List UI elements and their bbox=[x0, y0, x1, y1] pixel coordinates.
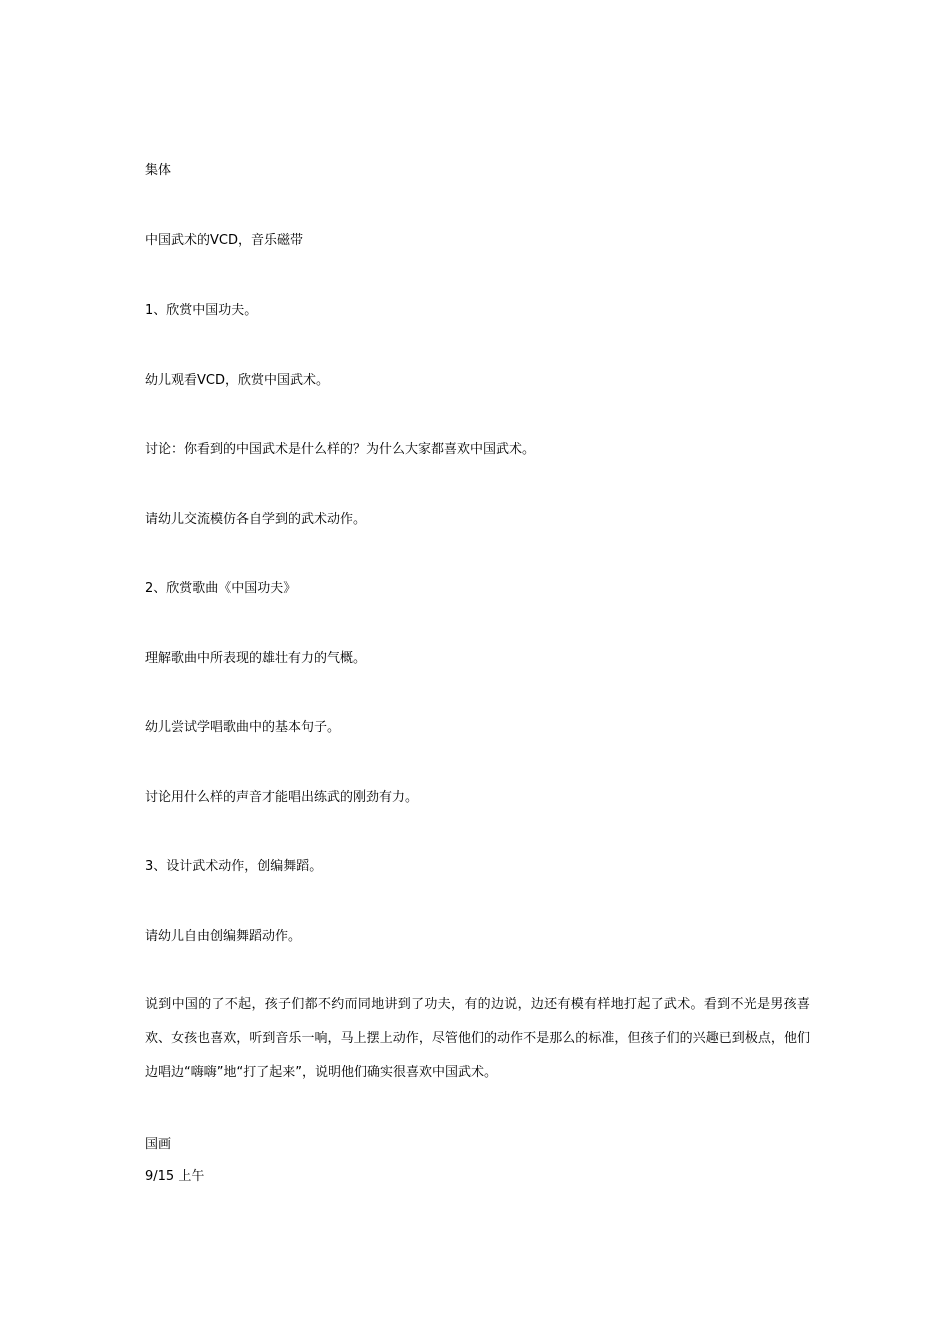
step-2-detail-3: 讨论用什么样的声音才能唱出练武的刚劲有力。 bbox=[145, 790, 419, 805]
step-3-heading: 3、设计武术动作，创编舞蹈。 bbox=[145, 859, 323, 874]
materials-line: 中国武术的VCD，音乐磁带 bbox=[145, 233, 303, 248]
next-subject: 国画 bbox=[145, 1137, 172, 1152]
step-2-detail-1: 理解歌曲中所表现的雄壮有力的气概。 bbox=[145, 651, 367, 666]
step-1-heading: 1、欣赏中国功夫。 bbox=[145, 303, 258, 318]
reflection-paragraph: 说到中国的了不起，孩子们都不约而同地讲到了功夫，有的边说，边还有模有样地打起了武术。看到不光是男孩喜欢、女孩也喜欢，听到音乐一响，马上摆上动作，尽管他们的动作不是那么的标准，但孩子们的兴趣已到极点，他们边唱边“嗨嗨”地“打了起来”，说明他们确实很喜欢中国武术。 bbox=[145, 997, 810, 1080]
step-1-detail-1: 幼儿观看VCD，欣赏中国武术。 bbox=[145, 373, 329, 388]
step-3-detail-1: 请幼儿自由创编舞蹈动作。 bbox=[145, 929, 302, 944]
step-2-heading: 2、欣赏歌曲《中国功夫》 bbox=[145, 581, 297, 596]
step-1-detail-3: 请幼儿交流模仿各自学到的武术动作。 bbox=[145, 512, 367, 527]
activity-type: 集体 bbox=[145, 163, 172, 178]
step-2-detail-2: 幼儿尝试学唱歌曲中的基本句子。 bbox=[145, 720, 341, 735]
next-time: 9/15 上午 bbox=[145, 1169, 205, 1184]
step-1-detail-2: 讨论：你看到的中国武术是什么样的？为什么大家都喜欢中国武术。 bbox=[145, 442, 536, 457]
